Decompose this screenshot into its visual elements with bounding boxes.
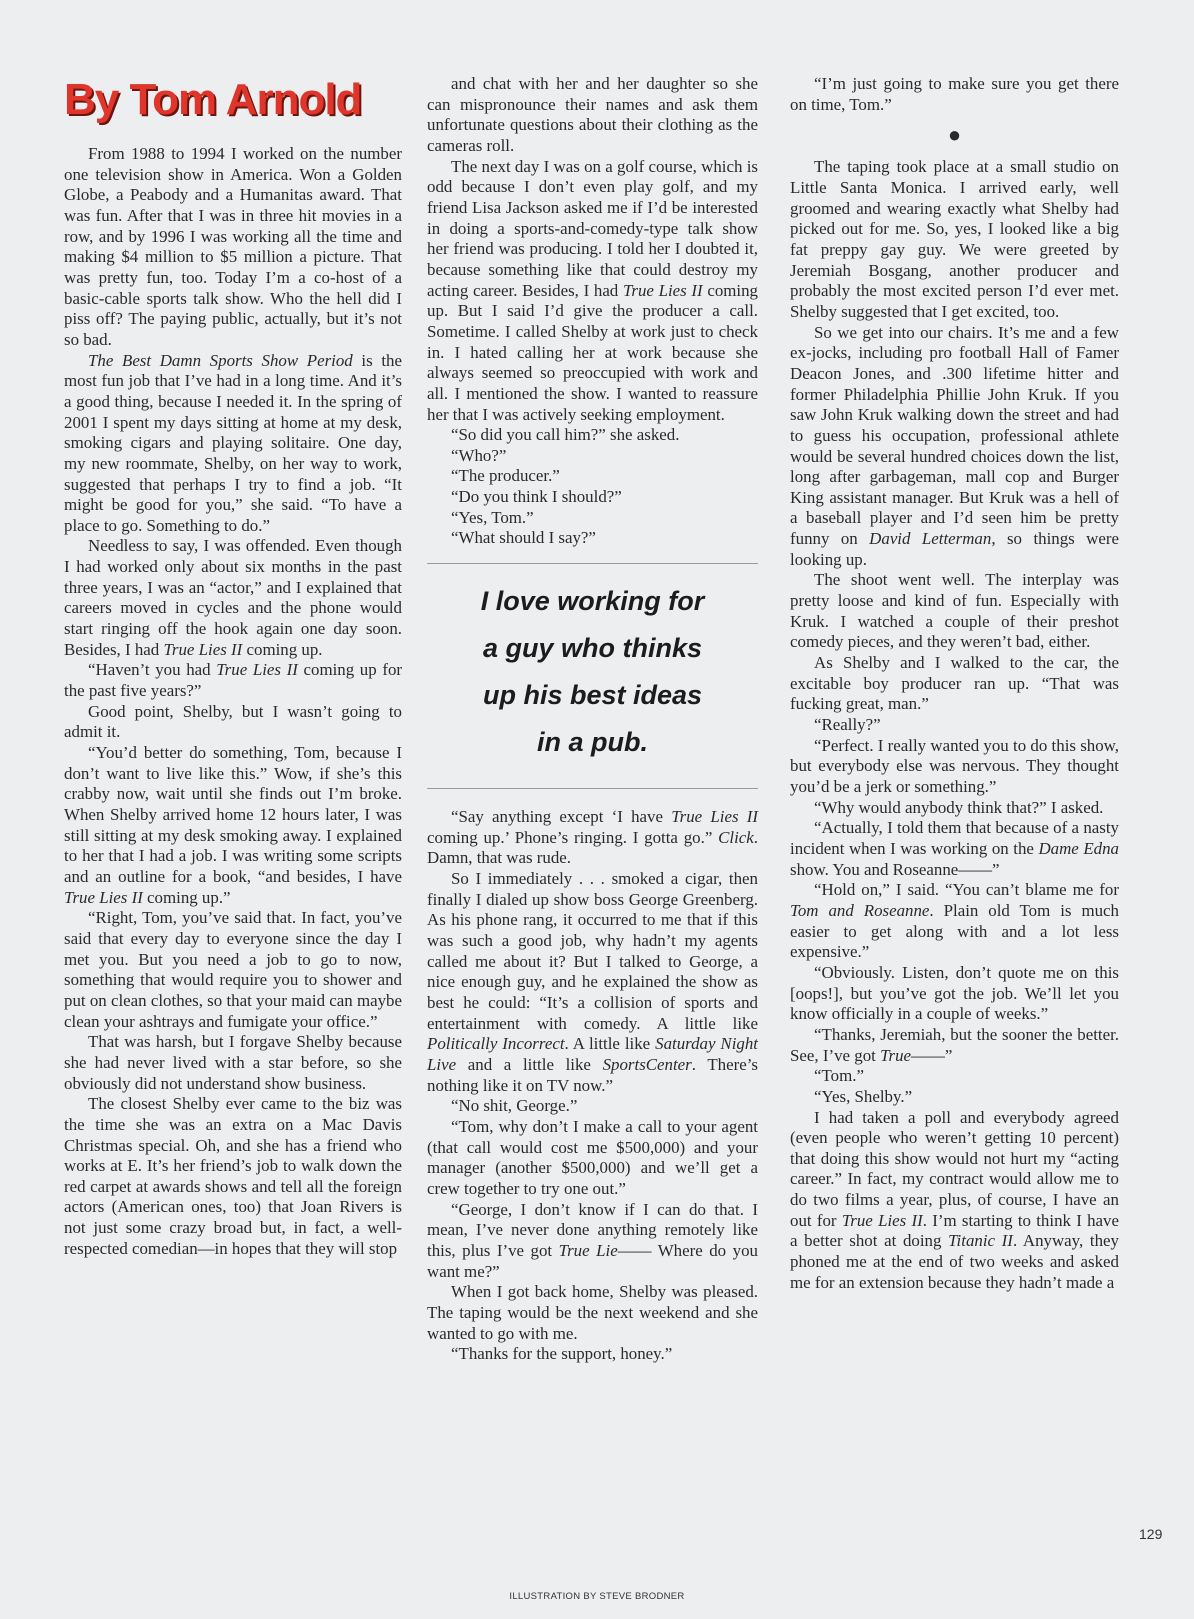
italic-title: Saturday Night Live [427, 1034, 758, 1074]
italic-title: Titanic II [948, 1231, 1013, 1251]
pull-quote-line: a guy who thinks [482, 633, 703, 664]
paragraph [790, 323, 1119, 571]
italic-title: True Lies II [622, 280, 703, 300]
text-run: “You’d better do something, Tom, because I don’t want to live like this.” Wow, if she’s this crabby now, wait until she finds out I’m broke. When Shelby arrived home 12 hours later, I was still sitting at my desk smoking away. I explained to her that I had a job. I was writing some scripts and an outline for a book, “and besides, I have [64, 743, 402, 886]
italic-title: True Lies II [163, 639, 243, 659]
paragraph [790, 715, 1119, 736]
paragraph [790, 1108, 1119, 1294]
text-run: and a little like [456, 1054, 603, 1074]
illustration-credit: ILLUSTRATION BY STEVE BRODNER [509, 1591, 685, 1602]
text-run: coming up for the past five years?” [64, 660, 403, 701]
byline: By Tom Arnold [64, 75, 362, 124]
paragraph [790, 1066, 1119, 1087]
column-2 [427, 74, 758, 1554]
text-run: “Tom.” [814, 1066, 864, 1086]
text-run: , so things were looking up. [790, 529, 1119, 569]
pull-quote-line: in a pub. [537, 727, 648, 758]
text-run: ——” [911, 1045, 953, 1065]
pull-quote-line: up his best ideas [482, 680, 703, 711]
paragraph [427, 446, 758, 467]
paragraph [427, 508, 758, 529]
column-1 [64, 74, 402, 1554]
paragraph [427, 869, 758, 1096]
text-run: coming up. But I said I’d give the producer a call. Sometime. I called Shelby at work just to check in. I hated calling her at work because she always seemed so preoccupied with work and all. I mentioned the show. I wanted to reassure her that I was actively seeking employment. [427, 280, 759, 424]
text-run: . Anyway, they phoned me at the end of two weeks and asked me for an extension because they hadn’t made a [790, 1231, 1119, 1292]
paragraph [790, 1087, 1119, 1108]
paragraph [64, 144, 402, 351]
text-run: coming up.’ Phone’s ringing. I gotta go.” [427, 827, 719, 847]
italic-title: True Lies II [216, 660, 298, 680]
text-run: “What should I say?” [451, 528, 596, 548]
paragraph [427, 157, 758, 426]
text-run: “I’m just going to make sure you get there on time, Tom.” [790, 74, 1119, 114]
italic-title: Tom and Roseanne [790, 900, 930, 920]
italic-title: Politically Incorrect [427, 1034, 565, 1054]
paragraph [64, 908, 402, 1032]
italic-title: Dame Edna [1038, 838, 1119, 858]
text-run: —— Where do you want me?” [427, 1240, 758, 1281]
paragraph [64, 660, 402, 701]
text-run: The next day I was on a golf course, which is odd because I don’t even play golf, and my friend Lisa Jackson asked me if I’d be interested in doing a sports-and-comedy-type talk show her friend was producing. I told her I doubted it, because something like that could destroy my acting career. Besides, I had [427, 156, 758, 300]
paragraph [427, 1344, 758, 1365]
text-run: “So did you call him?” she asked. [451, 425, 680, 445]
column-2-body-top [427, 74, 758, 549]
paragraph [64, 351, 402, 537]
text-run: “The producer.” [451, 466, 560, 486]
text-run: “Yes, Tom.” [451, 507, 534, 527]
paragraph [790, 157, 1119, 322]
text-run: The closest Shelby ever came to the biz was the time she was an extra on a Mac Davis Christmas special. Oh, and she has a friend who works at E. It’s her friend’s job to walk down the red carpet at awards shows and tell all the foreign actors (American ones, too) that Joan Rivers is not just some crazy broad but, in fact, a well-respected comedian—in hopes that they will stop [64, 1094, 402, 1258]
text-run: is the most fun job that I’ve had in a long time. And it’s a good thing, because I needed it. In the spring of 2001 I spent my days sitting at home at my desk, smoking cigars and playing solitaire. One day, my new roommate, Shelby, on her way to work, suggested that perhaps I try to find a job. “It might be good for you,” she said. “To have a place to go. Something to do.” [64, 350, 402, 535]
text-run: show. You and Roseanne——” [790, 859, 1000, 879]
text-run: “Thanks for the support, honey.” [451, 1344, 673, 1364]
paragraph [64, 743, 402, 908]
paragraph [790, 74, 1119, 115]
italic-title: True Lies II [671, 807, 759, 827]
text-run: “Do you think I should?” [451, 487, 622, 507]
text-run: From 1988 to 1994 I worked on the number one television show in America. Won a Golden Globe, a Peabody and a Humanitas award. That was fun. After that I was in three hit movies in a row, and by 1996 I was working all the time and making $4 million to $5 million a picture. That was pretty fun, too. Today I’m a co-host of a basic-cable sports talk show. Who the hell did I piss off? The paying public, actually, but it’s not so bad. [64, 144, 402, 349]
text-run: coming up. [242, 639, 323, 659]
paragraph [790, 798, 1119, 819]
column-2-body-bottom [427, 807, 758, 1365]
paragraph [427, 1200, 758, 1283]
column-3-body-top [790, 74, 1119, 115]
text-run: As Shelby and I walked to the car, the excitable boy producer ran up. “That was fucking great, man.” [790, 653, 1119, 714]
text-run: “Who?” [451, 445, 507, 465]
text-run: The taping took place at a small studio on Little Santa Monica. I arrived early, well groomed and wearing exactly what Shelby had picked out for me. So, yes, I looked like a big fat preppy gay guy. We were greeted by Jeremiah Bosgang, another producer and probably the most excited person I’d ever met. Shelby suggested that I get excited, too. [790, 157, 1119, 321]
text-run: When I got back home, Shelby was pleased. The taping would be the next weekend and she wanted to go with me. [427, 1282, 758, 1343]
page-number: 129 [1139, 1526, 1163, 1542]
paragraph [64, 1094, 402, 1259]
text-run: Good point, Shelby, but I wasn’t going to admit it. [64, 701, 402, 742]
text-run: coming up.” [142, 887, 231, 907]
text-run: “Tom, why don’t I make a call to your agent (that call would cost me $500,000) and your manager (another $500,000) and we’ll get a crew together to try one out.” [427, 1116, 758, 1198]
paragraph [427, 1096, 758, 1117]
italic-title: True [880, 1045, 912, 1065]
text-run: “George, I don’t know if I can do that. I mean, I’ve never done anything remotely like this, plus I’ve got [427, 1199, 758, 1260]
paragraph [427, 1282, 758, 1344]
text-run: So we get into our chairs. It’s me and a few ex-jocks, including pro football Hall of Famer Deacon Jones, and .300 lifetime hitter and former Philadelphia Phillie John Kruk. If you saw John Kruk walking down the street and had to guess his occupation, professional athlete would be several hundred choices down the list, long after garbageman, mall cop and Burger King assistant manager. But Kruk was a hell of a baseball player and I’d seen him be pretty funny on [790, 322, 1119, 549]
italic-title: True Lies II [841, 1210, 923, 1230]
paragraph [790, 653, 1119, 715]
column-3-body-bottom [790, 157, 1119, 1293]
italic-title: David Letterman [869, 529, 992, 549]
paragraph [427, 487, 758, 508]
paragraph [64, 702, 402, 743]
column-3 [790, 74, 1119, 1554]
paragraph [790, 818, 1119, 880]
italic-title: True Lie [558, 1240, 618, 1260]
text-run: . There’s nothing like it on TV now.” [427, 1054, 758, 1095]
text-run: “No shit, George.” [451, 1096, 578, 1116]
paragraph [64, 1032, 402, 1094]
text-run: Needless to say, I was offended. Even though I had worked only about six months in the past three years, I was an “actor,” and I explained that careers moved in cycles and the phone would start ringing off the hook again one day soon. Besides, I had [64, 536, 402, 659]
text-run: . I’m starting to think I have a better shot at doing [790, 1210, 1120, 1251]
paragraph [790, 736, 1119, 798]
pull-quote [427, 563, 758, 789]
text-run: . A little like [564, 1034, 656, 1054]
paragraph [427, 425, 758, 446]
paragraph [427, 466, 758, 487]
paragraph [790, 880, 1119, 963]
italic-title: The Best Damn Sports Show Period [88, 350, 353, 370]
text-run: . Plain old Tom is much easier to get along with and a lot less expensive.” [790, 900, 1119, 962]
italic-title: Click [718, 827, 754, 847]
section-break-bullet: ● [947, 122, 962, 148]
text-run: “Thanks, Jeremiah, but the sooner the better. See, I’ve got [790, 1024, 1119, 1065]
text-run: I had taken a poll and everybody agreed (even people who weren’t getting 10 percent) that doing this show would not hurt my “acting career.” In fact, my contract would allow me to do two films a year, plus, of course, I have an out for [790, 1107, 1119, 1230]
paragraph [790, 963, 1119, 1025]
text-run: “Why would anybody think that?” I asked. [814, 797, 1104, 817]
text-run: “Obviously. Listen, don’t quote me on this [oops!], but you’ve got the job. We’ll let you know officially in a couple of weeks.” [790, 962, 1119, 1024]
column-1-body [64, 144, 402, 1259]
paragraph [790, 1025, 1119, 1066]
text-run: . Damn, that was rude. [427, 827, 758, 868]
text-run: “Actually, I told them that because of a nasty incident when I was working on the [790, 818, 1119, 858]
paragraph [427, 528, 758, 549]
text-run: “Right, Tom, you’ve said that. In fact, you’ve said that every day to everyone since the day I met you. But you need a job to go to now, something that would require you to shower and put on clean clothes, so that your maid can maybe clean your ashtrays and fumigate your office.” [64, 908, 402, 1031]
pull-quote-line: I love working for [480, 586, 705, 617]
text-run: and chat with her and her daughter so she can mispronounce their names and ask them unfortunate questions about their clothing as the cameras roll. [427, 74, 758, 155]
paragraph [427, 74, 758, 157]
text-run: “Perfect. I really wanted you to do this show, but everybody else was nervous. They thought you’d be a jerk or something.” [790, 735, 1119, 796]
italic-title: SportsCenter [602, 1054, 692, 1074]
text-run: The shoot went well. The interplay was pretty loose and kind of fun. Especially with Kruk. I watched a couple of their preshot comedy pieces, and they weren’t bad, either. [790, 570, 1119, 652]
text-run: That was harsh, but I forgave Shelby because she had never lived with a star before, so she obviously did not understand show business. [64, 1032, 402, 1093]
paragraph [427, 1117, 758, 1200]
paragraph [790, 570, 1119, 653]
paragraph [427, 807, 758, 869]
text-run: “Haven’t you had [88, 660, 217, 680]
text-run: “Say anything except ‘I have [451, 807, 672, 827]
text-run: “Really?” [814, 715, 881, 735]
text-run: So I immediately . . . smoked a cigar, then finally I dialed up show boss George Greenberg. As his phone rang, it occurred to me that if this was such a good job, why hadn’t my agents called me about it? But I talked to George, a nice enough guy, and he explained the show as best he could: “It’s a collision of sports and entertainment with comedy. A little like [427, 869, 758, 1033]
paragraph [64, 536, 402, 660]
italic-title: True Lies II [64, 887, 143, 907]
text-run: “Yes, Shelby.” [814, 1086, 913, 1106]
text-run: “Hold on,” I said. “You can’t blame me for [814, 880, 1119, 900]
